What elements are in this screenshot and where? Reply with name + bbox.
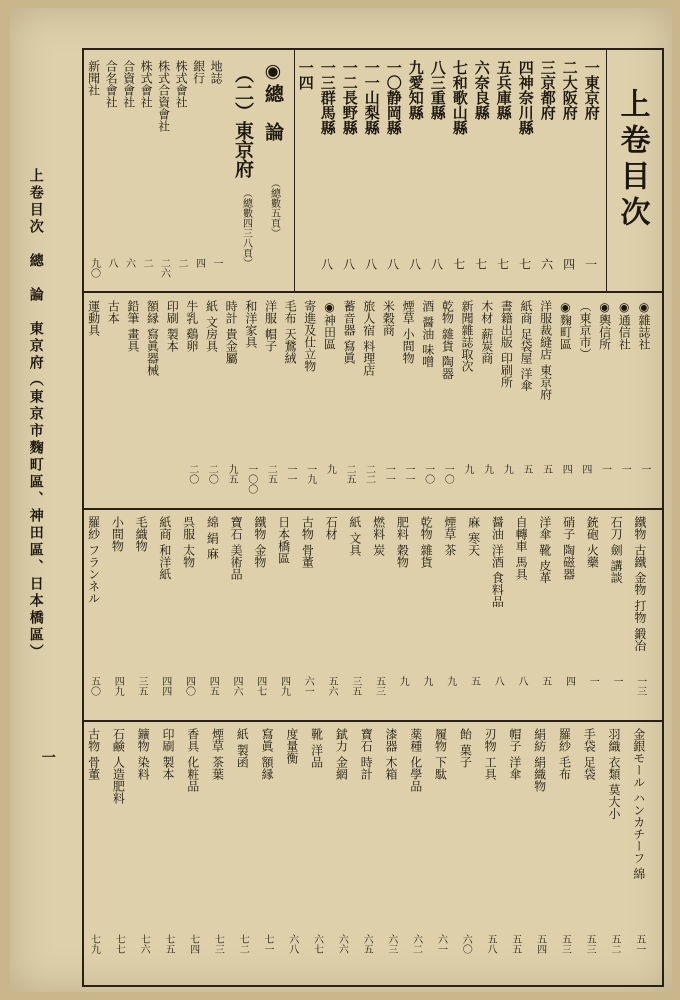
band2-entry: 麻 寒天 [466,516,481,556]
band1-page-number: 一〇〇 [245,464,257,494]
band3-page-number: 六〇 [460,934,472,954]
band1-entry: 毛布 天鵞絨 [283,300,298,364]
band1-page-number: 一〇 [422,464,434,484]
band1-page-number: 二五 [265,464,277,484]
general-marker: ◉ [261,60,284,82]
band1-page-number: 九五 [226,464,238,484]
band3-entry: 香具 化粧品 [185,728,200,792]
category-page-number: 一 [211,258,222,268]
category-list [86,58,226,288]
band1-entry: ◉通信社 [617,300,632,350]
band2-page-number: 五 [468,676,480,686]
general-label: 總 論 [261,84,284,141]
band3-page-number: 七五 [162,934,174,954]
category-page-number: 二六 [158,258,170,278]
category-entry: 合名會社 [104,60,119,108]
band1-page-number: 一 [619,464,631,474]
band2-entry: 寶石 美術品 [229,516,244,580]
band3-entry: 羅紗 毛布 [557,728,572,780]
band1-page-number: 二〇 [186,464,198,484]
band2-page-number: 四 [563,676,575,686]
band1-entry: 米穀商 [381,300,396,336]
band1-page-number: 四 [560,464,572,474]
prefecture-page-number: 四 [561,258,576,270]
band1-entry: 書籍出版 印刷所 [499,300,514,388]
band2-entry: 鐵物 古鐵 金物 打物 鍛冶 [632,516,647,652]
band2-entry: 洋傘 靴 皮革 [537,516,552,584]
divider-2 [82,508,662,510]
prefecture-entry: 四神奈川縣 [516,60,535,135]
band1-entry: 蓄音器 寫眞 [342,300,357,364]
band2-page-number: 八 [516,676,527,686]
band2-page-number: 九 [444,676,456,686]
band1-entry: 額縁 寫眞器械 [145,300,160,376]
band1-entry: 洋服裁縫店 東京府 [538,300,553,400]
band3-entry: 金銀モール ハンカチーフ 綿 [631,728,646,880]
band2-entry: 呉服 太物 [181,516,196,568]
band3-entry: 漆器 木箱 [383,728,398,780]
band3-page-number: 六一 [435,934,447,954]
band1-page-number: 九 [501,464,513,474]
band1-entry: 酒 醤油 味噌 [420,300,435,368]
band2-page-number: 一三 [634,676,646,696]
band3-page-number: 七九 [88,934,100,954]
prefecture-entry: 三京都府 [538,60,557,120]
divider-1 [82,291,662,293]
prefecture-page-number: 七 [473,258,488,270]
band1-page-number: 二二 [363,464,375,484]
band3-page-number: 七七 [113,934,125,954]
band3-entry: 度量衡 [284,728,299,764]
category-entry: 株式會社 [174,60,189,108]
band3-page-number: 六六 [336,934,348,954]
band3-page-number: 七四 [187,934,199,954]
band3-entry: 古物 骨董 [86,728,101,780]
band2-page-number: 五三 [373,676,385,696]
band2-page-number: 九 [421,676,432,686]
prefecture-entry: 九愛知縣 [406,60,425,120]
band1-page-number: 二五 [344,464,356,484]
category-page-number: 八 [106,258,117,268]
band1-page-number: 一 [638,464,650,474]
band1-page-number: 二〇 [206,464,218,484]
prefecture-entry: 一〇静岡縣 [384,60,403,135]
category-entry: 合資會社 [121,60,136,108]
band2-page-number: 五〇 [88,676,100,696]
band2-page-number: 四九 [278,676,290,696]
band2-page-number: 三五 [349,676,361,696]
category-page-number: 四 [193,258,205,268]
band1-page-number: 一一 [383,464,395,484]
margin-caption: 上卷目次 總 論 東京府（東京市麴町區、神田區、日本橋區） [27,168,44,661]
band2-page-number: 一 [611,676,622,686]
prefecture-entry: 五兵庫縣 [494,60,513,120]
band2-page-number: 六一 [302,676,314,696]
band3-entry: 紙 製函 [235,728,250,768]
band2-page-number: 四〇 [183,676,195,696]
band2-entry: 鐵物 金物 [252,516,267,568]
band1-entry: 寄進及仕立物 [302,300,317,372]
band1-entry: 紙 文房具 [204,300,219,352]
band3-page-number: 六二 [410,934,422,954]
prefecture-entry: 八三重縣 [428,60,447,120]
band2-entry: 石刀 劍 講談 [609,516,624,584]
band2-page-number: 四四 [159,676,171,696]
page-title: 上卷目次 [614,88,650,232]
band3-page-number: 七六 [138,934,150,954]
band3-entry: 絹紡 絹織物 [532,728,547,792]
prefecture-page-number: 七 [517,258,532,270]
prefecture-page-number: 八 [341,258,356,270]
band-1 [86,298,656,504]
band3-page-number: 五一 [633,934,645,954]
band1-page-number: 五 [520,464,532,474]
band1-entry: 木材 薪炭商 [479,300,494,364]
prefecture-page-number: 七 [451,258,466,270]
band1-entry: （東京市） [577,300,592,360]
band-2 [86,514,656,716]
band1-entry: ◉雜誌社 [636,300,651,350]
band1-page-number: 一〇 [442,464,454,484]
band2-entry: 醤油 洋酒 食料品 [490,516,505,608]
band2-page-number: 四七 [254,676,266,696]
category-entry: 株式會社 [139,60,154,108]
band3-page-number: 五二 [608,934,620,954]
band3-page-number: 六五 [361,934,373,954]
prefecture-entry: 一三群馬縣 [318,60,337,135]
band2-page-number: 四六 [231,676,242,696]
band1-page-number: 一一 [285,464,297,484]
band3-entry: 薬種 化學品 [408,728,423,792]
category-page-number: 九〇 [88,258,100,278]
band2-entry: 毛織物 [134,516,149,552]
band1-page-number: 五 [540,464,552,474]
band1-entry: ◉輿信所 [597,300,612,350]
prefecture-page-number: 八 [385,258,400,270]
prefecture-entry: 一東京府 [582,60,601,120]
category-page-number: 六 [123,258,135,268]
band2-entry: 硝子 陶磁器 [561,516,576,580]
band-3 [86,726,656,978]
band1-page-number: 四 [579,464,591,474]
band2-page-number: 九 [397,676,409,686]
prefecture-entry: 二大阪府 [560,60,579,120]
prefecture-page-number: 七 [495,258,510,270]
band2-entry: 煙草 茶 [442,516,457,556]
divider-3 [82,720,662,722]
margin-page-number: 一 [39,750,56,767]
tokyo-label: （二）東京府 [231,64,254,178]
band2-page-number: 四九 [112,676,124,696]
band1-entry: 旅人宿 料理店 [361,300,376,376]
prefecture-page-number: 八 [363,258,378,270]
prefecture-page-number: 八 [429,258,444,270]
category-entry: 銀行 [191,60,206,84]
band3-entry: 石鹸 人造肥料 [111,728,126,804]
band3-page-number: 七二 [237,934,249,954]
band2-entry: 日本橋區 [276,516,291,564]
band3-entry: 鑛物 染料 [136,728,151,780]
prefecture-entry: 一四 [296,60,315,90]
band2-entry: 羅紗 フランネル [86,516,101,604]
band3-page-number: 六八 [286,934,298,954]
band3-page-number: 七一 [261,934,273,954]
band3-entry: 寫眞 額縁 [260,728,275,780]
prefecture-page-number: 八 [407,258,422,270]
prefecture-list [296,58,604,288]
band1-entry: 牛乳 鷄卵 [184,300,199,352]
band1-entry: ◉神田區 [322,300,337,350]
category-entry: 地誌 [209,60,224,84]
band1-page-number: 九 [461,464,473,474]
band2-entry: 燃料 炭 [371,516,386,556]
band2-entry: 小間物 [110,516,125,552]
prefecture-entry: 一二長野縣 [340,60,359,135]
band1-entry: 新聞雜誌取次 [460,300,475,372]
band3-entry: 煙草 茶葉 [210,728,225,780]
band3-entry: 履物 下駄 [433,728,448,780]
category-entry: 株式合資會社 [156,60,171,132]
band3-entry: 印刷 製本 [160,728,175,780]
band3-page-number: 五八 [485,934,497,954]
category-page-number: 二 [141,258,152,268]
band1-page-number: 一 [599,464,611,474]
band2-entry: 自轉車 馬具 [514,516,529,580]
band2-page-number: 八 [492,676,504,686]
band2-entry: 乾物 雜貨 [419,516,434,568]
band1-entry: 古本 [106,300,121,324]
band1-entry: 時計 貴金屬 [224,300,239,364]
band3-entry: 羽織 衣類 莫大小 [607,728,622,820]
tokyo-note: （總數四三八頁） [240,188,252,268]
band2-entry: 紙 文具 [347,516,362,556]
band1-entry: 鉛筆 畫具 [125,300,140,352]
band3-entry: 刃物 工具 [483,728,498,780]
band3-entry: 帽子 洋傘 [507,728,522,780]
band3-entry: 手袋 足袋 [582,728,597,780]
prefecture-page-number: 八 [319,258,334,270]
band1-entry: ◉麴町區 [558,300,573,350]
band3-page-number: 五三 [584,934,596,954]
general-note: （總數五頁） [268,178,280,238]
band1-page-number: 一九 [304,464,316,484]
band2-entry: 古物 骨董 [300,516,315,568]
band1-entry: 和洋家具 [243,300,258,348]
band3-entry: 錻力 金網 [334,728,349,780]
band2-page-number: 五六 [326,676,337,696]
band1-entry: 洋服 帽子 [263,300,278,352]
band2-entry: 綿 絹 麻 [205,516,220,560]
band2-page-number: 三五 [136,676,147,696]
page [10,8,672,992]
band3-entry: 靴 洋品 [309,728,324,768]
section-rule [294,48,295,291]
prefecture-page-number: 六 [539,258,554,270]
band1-entry: 煙草 小間物 [401,300,416,364]
band2-page-number: 五 [539,676,551,686]
band3-entry: 飴 菓子 [458,728,473,768]
band2-entry: 石材 [324,516,339,540]
band2-entry: 紙商 和洋紙 [157,516,172,580]
band1-entry: 運動具 [86,300,101,336]
band2-entry: 銃砲 火藥 [585,516,600,568]
prefecture-entry: 一一山梨縣 [362,60,381,135]
band3-page-number: 七三 [212,934,224,954]
prefecture-page-number: 一 [583,258,598,270]
band3-page-number: 五四 [534,934,546,954]
band2-entry: 肥料 穀物 [395,516,410,568]
band3-page-number: 五五 [509,934,521,954]
band3-page-number: 六七 [311,934,323,954]
band1-entry: 紙商 足袋屋 洋傘 [519,300,533,392]
title-rule [606,48,607,291]
band1-page-number: 九 [481,464,493,474]
band2-page-number: 四五 [207,676,219,696]
band1-entry: 乾物 雜貨 陶器 [440,300,455,380]
band3-page-number: 五三 [559,934,571,954]
band2-page-number: 一 [587,676,599,686]
band1-page-number: 九 [324,464,336,474]
category-entry: 新聞社 [86,60,101,96]
band1-entry: 印刷 製本 [165,300,180,352]
category-page-number: 二 [176,258,187,268]
band3-entry: 寶石 時計 [359,728,374,780]
prefecture-entry: 六奈良縣 [472,60,491,120]
prefecture-entry: 七和歌山縣 [450,60,469,135]
band1-page-number: 一一 [402,464,414,484]
band3-page-number: 六三 [385,934,397,954]
